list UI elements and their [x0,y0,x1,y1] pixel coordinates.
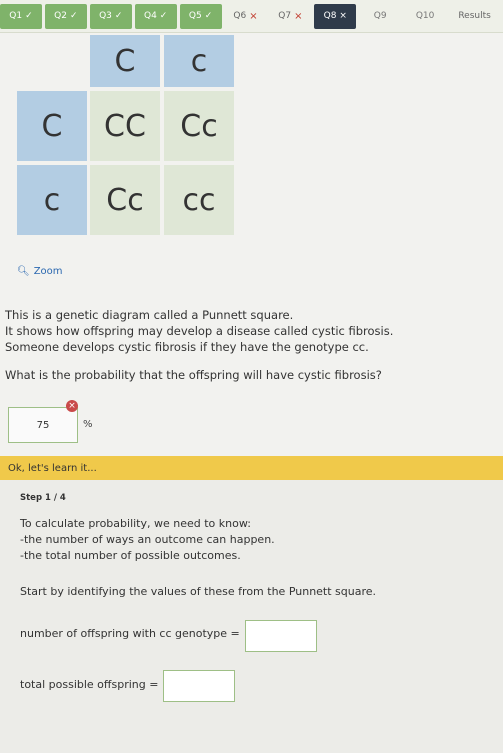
step-text-line2: -the number of ways an outcome can happen. [20,533,275,546]
punnett-cell: Cc [90,165,160,235]
tab-q10[interactable] [404,4,446,29]
punnett-cell: Cc [164,91,234,161]
punnett-cell: CC [90,91,160,161]
check-icon: ✓ [159,11,168,21]
tab-label: Q1 [9,11,23,21]
tab-q7[interactable] [269,4,311,29]
check-icon: ✓ [204,11,213,21]
question-text-line3: Someone develops cystic fibrosis if they have the genotype cc. [5,340,369,354]
percent-unit: % [83,419,93,430]
tab-q3[interactable] [90,4,132,29]
zoom-label: Zoom [33,266,63,277]
zoom-button[interactable] [17,266,63,277]
tab-label: Q10 [415,11,435,21]
learn-banner: Ok, let's learn it... [0,456,503,480]
tab-q9[interactable] [359,4,401,29]
step-text-line1: To calculate probability, we need to know: [20,517,251,530]
tab-q2[interactable] [45,4,87,29]
step-text-line3: -the total number of possible outcomes. [20,549,241,562]
step-title: Step 1 / 4 [20,493,66,503]
check-icon: ✓ [25,11,33,21]
magnifier-icon: 🔍︎ [17,266,30,277]
cross-icon: × [249,10,258,22]
field-label-total: total possible offspring = [20,678,159,691]
question-prompt: What is the probability that the offspring will have cystic fibrosis? [5,368,382,382]
cc-count-input[interactable] [245,620,317,652]
check-icon: ✓ [69,11,78,21]
cross-icon: × [339,11,347,21]
tab-label: Q8 [323,11,337,21]
tab-q1[interactable] [0,4,42,29]
tab-q6[interactable] [225,4,267,29]
question-text-line2: It shows how offspring may develop a disease called cystic fibrosis. [5,324,394,338]
tab-label: Q5 [188,11,202,21]
punnett-col-header-1: C [90,35,160,87]
question-nav [0,0,503,33]
check-icon: ✓ [114,11,123,21]
punnett-row-header-2: c [17,165,87,235]
answer-input[interactable]: 75 [8,407,78,443]
tab-q8[interactable] [314,4,356,29]
tab-label: Q4 [143,11,157,21]
tab-label: Q2 [54,11,67,21]
tab-label: Q7 [278,11,292,21]
cross-icon: × [294,10,303,22]
tab-q4[interactable] [135,4,177,29]
question-text-line1: This is a genetic diagram called a Punnett square. [5,308,294,322]
punnett-row-header-1: C [17,91,87,161]
punnett-cell: cc [164,165,234,235]
total-offspring-input[interactable] [163,670,235,702]
tab-label: Q3 [99,11,112,21]
field-label-cc-count: number of offspring with cc genotype = [20,627,240,640]
tab-results[interactable] [449,4,500,29]
wrong-answer-icon: × [66,400,78,412]
punnett-col-header-2: c [164,35,234,87]
tab-q5[interactable] [180,4,222,29]
results-label: Results [458,11,491,21]
step-text-line4: Start by identifying the values of these from the Punnett square. [20,585,377,598]
tab-label: Q6 [233,11,247,21]
tab-label: Q9 [373,11,387,21]
